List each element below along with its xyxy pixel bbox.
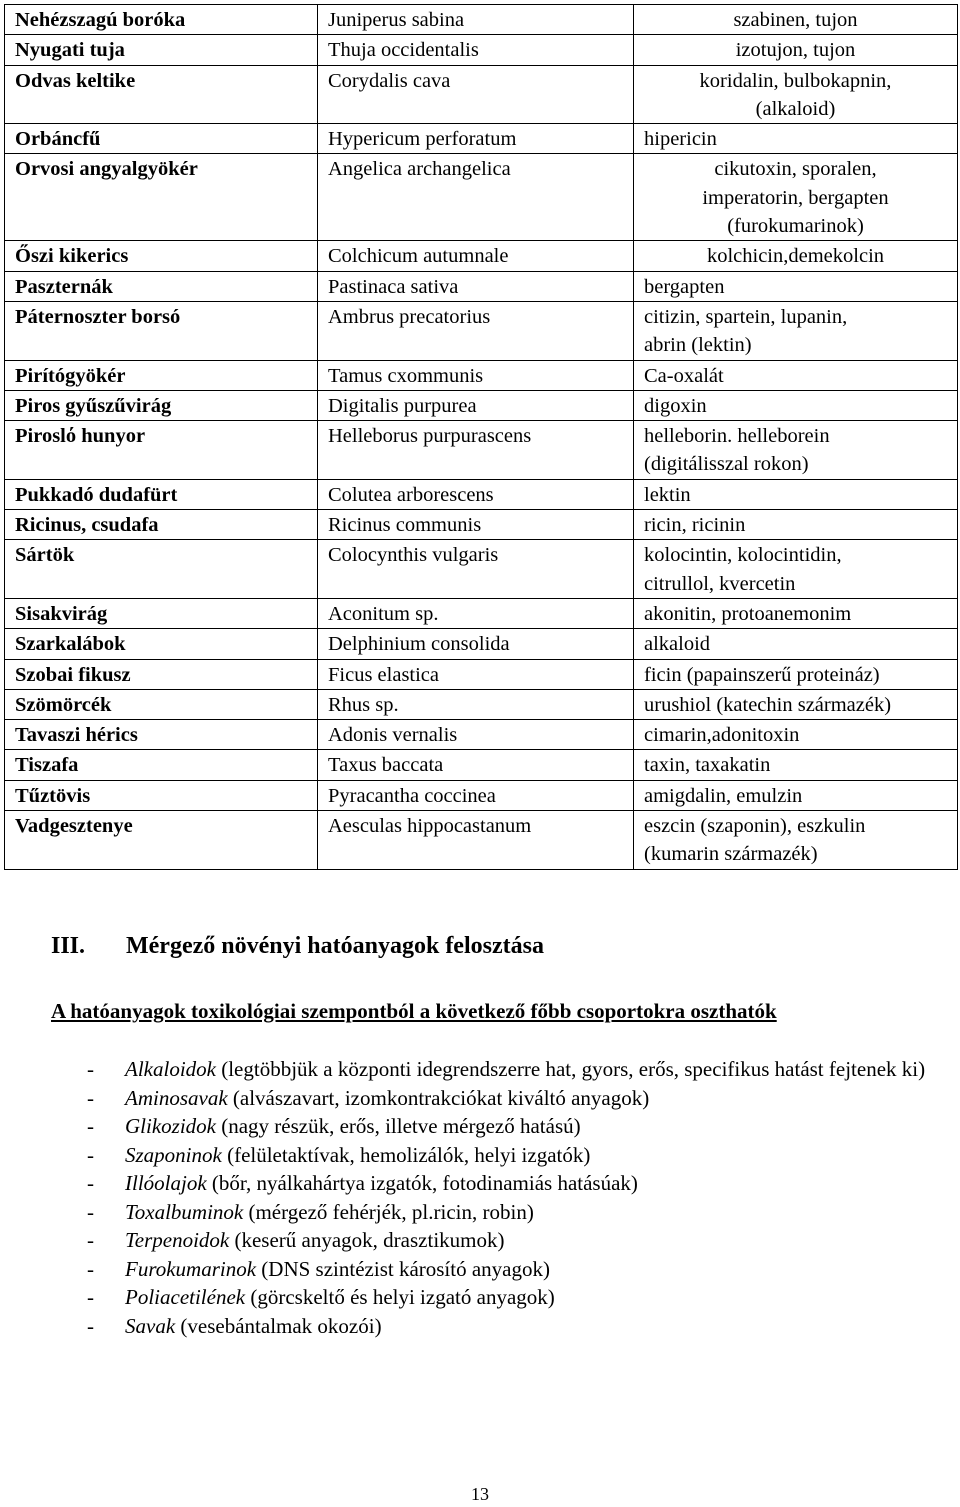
compound-line: kolocintin, kolocintidin, bbox=[644, 544, 842, 567]
list-dash: - bbox=[87, 1285, 94, 1309]
compound-line: eszcin (szaponin), eszkulin bbox=[644, 815, 866, 838]
plant-latin-name: Thuja occidentalis bbox=[318, 35, 634, 65]
page-number: 13 bbox=[471, 1484, 489, 1504]
poisonous-plants-table bbox=[4, 4, 958, 870]
plant-latin-name: Colutea arborescens bbox=[318, 479, 634, 509]
plant-latin-name: Ambrus precatorius bbox=[318, 301, 634, 360]
plant-common-name: Piros gyűszűvirág bbox=[5, 390, 318, 420]
plant-common-name: Tűztövis bbox=[5, 780, 318, 810]
compound-line: Ca-oxalát bbox=[644, 364, 724, 387]
list-item bbox=[51, 1255, 951, 1284]
compound-line: (alkaloid) bbox=[755, 97, 836, 120]
table-row bbox=[5, 540, 958, 599]
compound-line: taxin, taxakatin bbox=[644, 754, 771, 777]
group-description: (mérgező fehérjék, pl.ricin, robin) bbox=[243, 1199, 534, 1224]
plant-latin-name: Tamus cxommunis bbox=[318, 360, 634, 390]
table-row bbox=[5, 510, 958, 540]
list-dash: - bbox=[87, 1142, 94, 1167]
list-item bbox=[51, 1055, 951, 1084]
group-term: Toxalbuminok bbox=[125, 1199, 244, 1224]
list-dash: - bbox=[87, 1228, 94, 1252]
active-compounds bbox=[634, 124, 958, 154]
plant-common-name: Paszternák bbox=[5, 271, 318, 301]
active-compounds bbox=[634, 271, 958, 301]
compound-groups-list bbox=[51, 1055, 951, 1340]
active-compounds bbox=[634, 720, 958, 750]
compound-line: urushiol (katechin származék) bbox=[644, 693, 892, 716]
list-dash: - bbox=[87, 1057, 94, 1081]
plant-common-name: Orvosi angyalgyökér bbox=[5, 154, 318, 241]
table-row bbox=[5, 720, 958, 750]
group-term: Aminosavak bbox=[125, 1085, 228, 1110]
active-compounds bbox=[634, 5, 958, 35]
compound-line: imperatorin, bergapten bbox=[702, 186, 889, 209]
group-term: Poliacetilének bbox=[125, 1285, 246, 1309]
plant-common-name: Szobai fikusz bbox=[5, 659, 318, 689]
table-row bbox=[5, 479, 958, 509]
active-compounds bbox=[634, 780, 958, 810]
group-term: Szaponinok bbox=[125, 1142, 222, 1167]
plant-latin-name: Adonis vernalis bbox=[318, 720, 634, 750]
group-term: Alkaloidok bbox=[125, 1057, 216, 1081]
plant-latin-name: Digitalis purpurea bbox=[318, 390, 634, 420]
plant-common-name: Odvas keltike bbox=[5, 65, 318, 124]
plant-latin-name: Pastinaca sativa bbox=[318, 271, 634, 301]
plant-latin-name: Juniperus sabina bbox=[318, 5, 634, 35]
plant-latin-name: Pyracantha coccinea bbox=[318, 780, 634, 810]
active-compounds bbox=[634, 479, 958, 509]
active-compounds bbox=[634, 629, 958, 659]
list-item bbox=[51, 1226, 951, 1255]
list-item bbox=[51, 1141, 951, 1170]
plant-common-name: Szömörcék bbox=[5, 689, 318, 719]
table-row bbox=[5, 271, 958, 301]
list-dash: - bbox=[87, 1114, 94, 1138]
plant-latin-name: Taxus baccata bbox=[318, 750, 634, 780]
plant-latin-name: Angelica archangelica bbox=[318, 154, 634, 241]
list-dash: - bbox=[87, 1256, 94, 1281]
active-compounds bbox=[634, 390, 958, 420]
compound-line: kolchicin,demekolcin bbox=[706, 245, 885, 268]
plant-common-name: Pukkadó dudafürt bbox=[5, 479, 318, 509]
compound-line: koridalin, bulbokapnin, bbox=[699, 69, 892, 92]
table-row bbox=[5, 35, 958, 65]
active-compounds bbox=[634, 510, 958, 540]
plant-latin-name: Ricinus communis bbox=[318, 510, 634, 540]
plant-common-name: Ricinus, csudafa bbox=[5, 510, 318, 540]
table-row bbox=[5, 5, 958, 35]
plant-common-name: Pirítógyökér bbox=[5, 360, 318, 390]
compound-line: szabinen, tujon bbox=[733, 9, 858, 31]
group-term: Glikozidok bbox=[125, 1114, 216, 1138]
list-item bbox=[51, 1198, 951, 1227]
plant-latin-name: Rhus sp. bbox=[318, 689, 634, 719]
active-compounds bbox=[634, 301, 958, 360]
active-compounds bbox=[634, 35, 958, 65]
compound-line: lektin bbox=[644, 483, 691, 506]
list-dash: - bbox=[87, 1199, 94, 1224]
table-row bbox=[5, 390, 958, 420]
table-row bbox=[5, 360, 958, 390]
active-compounds bbox=[634, 241, 958, 271]
active-compounds bbox=[634, 65, 958, 124]
compound-line: (digitálisszal rokon) bbox=[644, 453, 809, 476]
active-compounds bbox=[634, 689, 958, 719]
plants-table-body bbox=[5, 5, 958, 870]
list-dash: - bbox=[87, 1085, 94, 1110]
compound-line: cikutoxin, sporalen, bbox=[714, 158, 877, 181]
active-compounds bbox=[634, 540, 958, 599]
plant-latin-name: Ficus elastica bbox=[318, 659, 634, 689]
section-subheading: A hatóanyagok toxikológiai szempontból a következő főbb csoportokra oszthatók bbox=[51, 999, 777, 1023]
table-row bbox=[5, 421, 958, 480]
section-heading bbox=[51, 933, 544, 960]
plant-common-name: Sisakvirág bbox=[5, 598, 318, 628]
compound-line: hipericin bbox=[644, 128, 717, 151]
active-compounds bbox=[634, 811, 958, 870]
list-item bbox=[51, 1084, 951, 1113]
plant-latin-name: Aesculas hippocastanum bbox=[318, 811, 634, 870]
compound-line: ricin, ricinin bbox=[644, 514, 746, 537]
plant-latin-name: Delphinium consolida bbox=[318, 629, 634, 659]
table-row bbox=[5, 598, 958, 628]
table-row bbox=[5, 780, 958, 810]
group-description: (alvászavart, izomkontrakciókat kiváltó anyagok) bbox=[227, 1085, 650, 1110]
section-number: III. bbox=[51, 933, 86, 959]
plant-common-name: Piroslό hunyor bbox=[5, 421, 318, 480]
plant-latin-name: Colchicum autumnale bbox=[318, 241, 634, 271]
table-row bbox=[5, 124, 958, 154]
table-row bbox=[5, 65, 958, 124]
compound-line: digoxin bbox=[644, 394, 707, 417]
plant-common-name: Tavaszi hérics bbox=[5, 720, 318, 750]
active-compounds bbox=[634, 659, 958, 689]
compound-line: citizin, spartein, lupanin, bbox=[644, 305, 848, 328]
plant-common-name: Vadgesztenye bbox=[5, 811, 318, 870]
compound-line: izotujon, tujon bbox=[735, 39, 856, 62]
active-compounds bbox=[634, 750, 958, 780]
plant-latin-name: Helleborus purpurascens bbox=[318, 421, 634, 480]
group-term: Illóolajok bbox=[125, 1171, 207, 1195]
group-description: (vesebántalmak okozói) bbox=[175, 1313, 382, 1338]
compound-line: (furokumarinok) bbox=[727, 215, 864, 238]
table-row bbox=[5, 241, 958, 271]
table-row bbox=[5, 154, 958, 241]
section-title: Mérgező növényi hatóanyagok felosztása bbox=[126, 933, 544, 959]
plant-common-name: Szarkalábok bbox=[5, 629, 318, 659]
list-item bbox=[51, 1312, 951, 1341]
list-item bbox=[51, 1169, 951, 1198]
plant-common-name: Nyugati tuja bbox=[5, 35, 318, 65]
plant-latin-name: Hypericum perforatum bbox=[318, 124, 634, 154]
compound-line: amigdalin, emulzin bbox=[644, 784, 803, 807]
compound-line: cimarin,adonitoxin bbox=[644, 724, 800, 747]
plant-common-name: Páternoszter borsó bbox=[5, 301, 318, 360]
plant-latin-name: Colocynthis vulgaris bbox=[318, 540, 634, 599]
list-item bbox=[51, 1112, 951, 1141]
compound-line: alkaloid bbox=[644, 633, 711, 656]
active-compounds bbox=[634, 421, 958, 480]
group-description: (görcskeltő és helyi izgató anyagok) bbox=[245, 1285, 555, 1309]
plant-common-name: Őszi kikerics bbox=[5, 241, 318, 271]
active-compounds bbox=[634, 154, 958, 241]
table-row bbox=[5, 629, 958, 659]
compound-line: abrin (lektin) bbox=[644, 334, 752, 357]
group-description: (bőr, nyálkahártya izgatók, fotodinamiás hatásúak) bbox=[206, 1171, 638, 1195]
active-compounds bbox=[634, 598, 958, 628]
table-row bbox=[5, 811, 958, 870]
plant-common-name: Orbáncfű bbox=[5, 124, 318, 154]
table-row bbox=[5, 301, 958, 360]
table-row bbox=[5, 750, 958, 780]
group-term: Furokumarinok bbox=[125, 1256, 257, 1281]
compound-line: (kumarin származék) bbox=[644, 843, 818, 866]
compound-line: ficin (papainszerű proteináz) bbox=[644, 663, 880, 686]
active-compounds bbox=[634, 360, 958, 390]
group-description: (legtöbbjük a központi idegrendszerre hat, gyors, erős, specifikus hatást fejtenek ki) bbox=[215, 1057, 926, 1081]
plant-common-name: Sártök bbox=[5, 540, 318, 599]
compound-line: helleborin. helleborein bbox=[644, 425, 830, 448]
list-dash: - bbox=[87, 1171, 94, 1195]
compound-line: citrullol, kvercetin bbox=[644, 572, 796, 595]
group-description: (nagy részük, erős, illetve mérgező hatású) bbox=[215, 1114, 581, 1138]
list-dash: - bbox=[87, 1313, 94, 1338]
group-description: (keserű anyagok, drasztikumok) bbox=[229, 1228, 505, 1252]
compound-line: akonitin, protoanemonim bbox=[644, 602, 852, 625]
group-description: (DNS szintézist károsító anyagok) bbox=[256, 1256, 550, 1281]
table-row bbox=[5, 689, 958, 719]
group-term: Savak bbox=[125, 1313, 176, 1338]
table-row bbox=[5, 659, 958, 689]
plant-latin-name: Corydalis cava bbox=[318, 65, 634, 124]
group-term: Terpenoidok bbox=[125, 1228, 230, 1252]
group-description: (felületaktívak, hemolizálók, helyi izgatók) bbox=[221, 1142, 591, 1167]
plant-common-name: Nehézszagú boróka bbox=[5, 5, 318, 35]
compound-line: bergapten bbox=[644, 275, 725, 298]
list-item bbox=[51, 1283, 951, 1312]
plant-common-name: Tiszafa bbox=[5, 750, 318, 780]
plant-latin-name: Aconitum sp. bbox=[318, 598, 634, 628]
